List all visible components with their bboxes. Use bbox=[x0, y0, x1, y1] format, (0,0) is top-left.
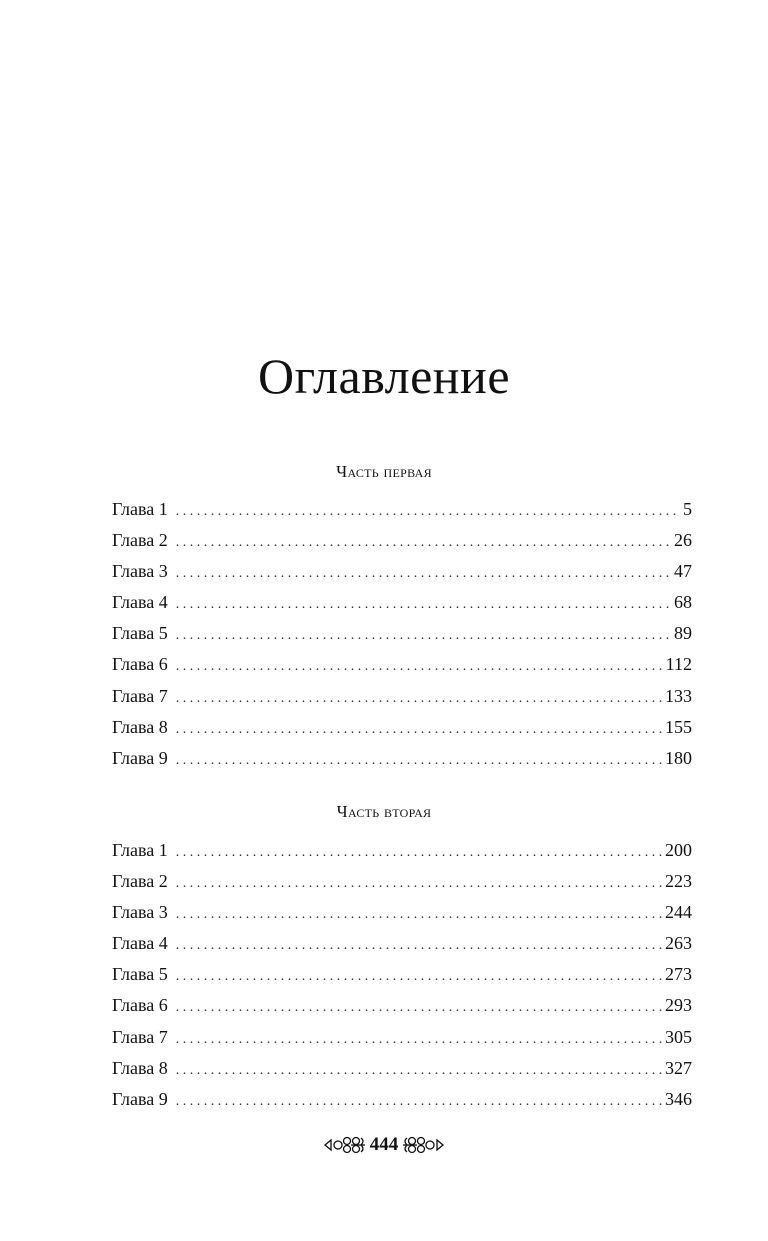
chapter-label: Глава 6 bbox=[112, 995, 168, 1016]
chapter-page-number: 112 bbox=[665, 654, 692, 675]
toc-row[interactable] bbox=[112, 712, 692, 743]
dot-leader bbox=[176, 589, 671, 620]
knot-ornament-icon bbox=[401, 1133, 445, 1157]
toc-row[interactable] bbox=[112, 866, 692, 897]
chapter-label: Глава 9 bbox=[112, 747, 168, 768]
page-footer bbox=[0, 1128, 768, 1162]
knot-ornament-icon bbox=[323, 1133, 367, 1157]
page-title: Оглавление bbox=[257, 348, 511, 404]
chapter-page-number: 5 bbox=[683, 499, 692, 519]
chapter-page-number: 68 bbox=[674, 592, 692, 613]
dot-leader bbox=[176, 1086, 662, 1117]
toc-row[interactable] bbox=[112, 525, 692, 556]
toc-row[interactable] bbox=[112, 681, 692, 712]
dot-leader bbox=[176, 683, 662, 714]
chapter-label: Глава 8 bbox=[112, 716, 168, 737]
page-number: 444 bbox=[369, 1134, 399, 1155]
chapter-page-number: 223 bbox=[665, 871, 692, 892]
chapter-label: Глава 1 bbox=[112, 499, 168, 519]
chapter-page-number: 293 bbox=[665, 995, 692, 1016]
chapter-page-number: 26 bbox=[674, 530, 692, 551]
toc-row[interactable] bbox=[112, 556, 692, 587]
dot-leader bbox=[176, 837, 662, 868]
chapter-label: Глава 2 bbox=[112, 871, 168, 892]
dot-leader bbox=[176, 558, 671, 589]
chapter-page-number: 305 bbox=[665, 1026, 692, 1047]
chapter-page-number: 180 bbox=[665, 747, 692, 768]
toc-row[interactable] bbox=[112, 928, 692, 959]
dot-leader bbox=[176, 1024, 662, 1055]
dot-leader bbox=[176, 992, 662, 1023]
chapter-label: Глава 2 bbox=[112, 530, 168, 551]
chapter-label: Глава 9 bbox=[112, 1088, 168, 1109]
chapter-label: Глава 7 bbox=[112, 1026, 168, 1047]
dot-leader bbox=[176, 714, 662, 745]
dot-leader bbox=[176, 745, 662, 776]
toc-row[interactable] bbox=[112, 897, 692, 928]
chapter-page-number: 327 bbox=[665, 1057, 692, 1078]
toc-row[interactable] bbox=[112, 494, 692, 525]
dot-leader bbox=[176, 620, 671, 651]
toc-row[interactable] bbox=[112, 1053, 692, 1084]
chapter-page-number: 263 bbox=[665, 933, 692, 954]
dot-leader bbox=[176, 651, 663, 682]
part-2-heading: Часть вторая bbox=[336, 802, 432, 821]
chapter-label: Глава 5 bbox=[112, 623, 168, 644]
chapter-label: Глава 7 bbox=[112, 685, 168, 706]
chapter-page-number: 346 bbox=[665, 1088, 692, 1109]
toc-row[interactable] bbox=[112, 990, 692, 1021]
dot-leader bbox=[176, 930, 662, 961]
chapter-label: Глава 1 bbox=[112, 840, 168, 860]
chapter-page-number: 155 bbox=[665, 716, 692, 737]
part-2-toc-list bbox=[112, 835, 692, 1115]
dot-leader bbox=[176, 1055, 662, 1086]
chapter-page-number: 133 bbox=[665, 685, 692, 706]
dot-leader bbox=[176, 868, 662, 899]
part-1-toc-list bbox=[112, 494, 692, 774]
chapter-label: Глава 8 bbox=[112, 1057, 168, 1078]
dot-leader bbox=[176, 899, 662, 930]
toc-row[interactable] bbox=[112, 649, 692, 680]
toc-row[interactable] bbox=[112, 835, 692, 866]
chapter-label: Глава 4 bbox=[112, 592, 168, 613]
toc-row[interactable] bbox=[112, 1022, 692, 1053]
chapter-label: Глава 6 bbox=[112, 654, 168, 675]
chapter-page-number: 47 bbox=[674, 561, 692, 582]
toc-row[interactable] bbox=[112, 618, 692, 649]
dot-leader bbox=[176, 527, 671, 558]
chapter-page-number: 89 bbox=[674, 623, 692, 644]
chapter-page-number: 244 bbox=[665, 902, 692, 923]
toc-row[interactable] bbox=[112, 959, 692, 990]
toc-row[interactable] bbox=[112, 743, 692, 774]
toc-row[interactable] bbox=[112, 587, 692, 618]
toc-row[interactable] bbox=[112, 1084, 692, 1115]
chapter-page-number: 200 bbox=[665, 840, 692, 860]
chapter-label: Глава 3 bbox=[112, 561, 168, 582]
chapter-label: Глава 4 bbox=[112, 933, 168, 954]
part-1-heading: Часть первая bbox=[336, 462, 432, 481]
chapter-label: Глава 3 bbox=[112, 902, 168, 923]
chapter-page-number: 273 bbox=[665, 964, 692, 985]
dot-leader bbox=[176, 496, 680, 527]
chapter-label: Глава 5 bbox=[112, 964, 168, 985]
dot-leader bbox=[176, 961, 662, 992]
